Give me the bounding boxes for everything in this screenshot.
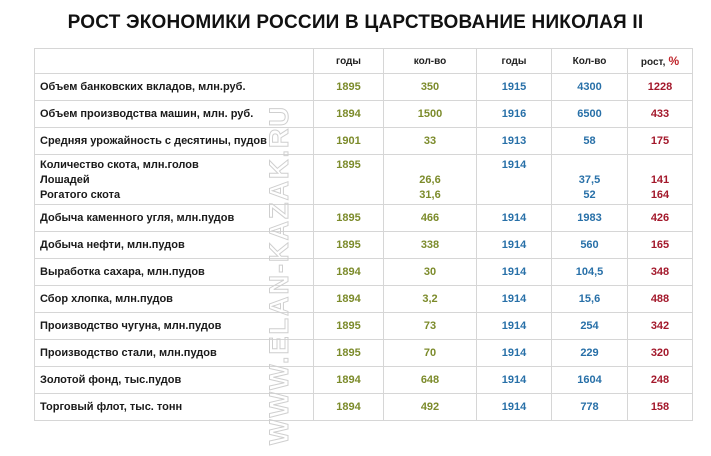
livestock-value2-line: 52 [583,189,596,201]
row-value1: 70 [384,340,477,367]
row-label: Объем производства машин, млн. руб. [35,101,314,128]
livestock-labels [35,155,314,205]
row-value2: 4300 [552,74,628,101]
row-label: Золотой фонд, тыс.пудов [35,367,314,394]
row-growth: 426 [628,205,693,232]
page-title: РОСТ ЭКОНОМИКИ РОССИИ В ЦАРСТВОВАНИЕ НИКОЛАЯ II [67,12,644,33]
horses-label: Лошадей [40,174,90,186]
table-row [35,313,693,340]
table-row [35,340,693,367]
row-value2: 58 [552,128,628,155]
row-growth: 433 [628,101,693,128]
row-growth: 165 [628,232,693,259]
row-growth: 175 [628,128,693,155]
row-year2: 1913 [477,128,552,155]
row-value2: 1604 [552,367,628,394]
row-year1: 1895 [314,205,384,232]
row-value2: 254 [552,313,628,340]
table-header-row [35,49,693,74]
row-year1: 1894 [314,394,384,421]
row-value1: 73 [384,313,477,340]
row-growth: 1228 [628,74,693,101]
row-year2: 1914 [477,340,552,367]
livestock-value2 [552,155,628,205]
livestock-growth-line: 164 [650,189,670,201]
row-growth: 158 [628,394,693,421]
row-year2: 1914 [477,232,552,259]
livestock-value1 [384,155,477,205]
livestock-year1 [314,155,384,205]
livestock-label: Количество скота, млн.голов [40,159,199,171]
table-row [35,232,693,259]
livestock-value1-line: 31,6 [419,189,441,201]
row-year1: 1894 [314,286,384,313]
row-value1: 350 [384,74,477,101]
row-label: Производство стали, млн.пудов [35,340,314,367]
row-year2: 1915 [477,74,552,101]
row-value2: 229 [552,340,628,367]
row-year1: 1895 [314,340,384,367]
table-row [35,286,693,313]
row-label: Объем банковских вкладов, млн.руб. [35,74,314,101]
row-growth: 348 [628,259,693,286]
livestock-year2-line [477,188,551,203]
livestock-year1-line [314,188,383,203]
livestock-year2 [477,155,552,205]
livestock-year2-line [477,173,551,188]
table-row [35,128,693,155]
table-row [35,259,693,286]
row-label: Добыча нефти, млн.пудов [35,232,314,259]
row-value2: 778 [552,394,628,421]
row-year1: 1894 [314,367,384,394]
livestock-value2-line [552,158,627,173]
row-label: Торговый флот, тыс. тонн [35,394,314,421]
row-value1: 3,2 [384,286,477,313]
livestock-year2-line: 1914 [501,159,527,171]
row-year2: 1914 [477,367,552,394]
livestock-growth-line: 141 [650,174,670,186]
row-label: Добыча каменного угля, млн.пудов [35,205,314,232]
row-value1: 33 [384,128,477,155]
row-growth: 342 [628,313,693,340]
row-label: Средняя урожайность с десятины, пудов [35,128,314,155]
livestock-value2-line: 37,5 [578,174,601,186]
row-value2: 6500 [552,101,628,128]
row-year1: 1895 [314,313,384,340]
livestock-growth [628,155,693,205]
row-value1: 648 [384,367,477,394]
livestock-year1-line: 1895 [336,159,361,171]
row-growth: 248 [628,367,693,394]
row-value2: 1983 [552,205,628,232]
row-growth: 320 [628,340,693,367]
row-year2: 1916 [477,101,552,128]
row-year1: 1895 [314,74,384,101]
row-value1: 466 [384,205,477,232]
row-year2: 1914 [477,394,552,421]
livestock-value1-line: 26,6 [419,174,441,186]
row-value2: 560 [552,232,628,259]
row-value1: 1500 [384,101,477,128]
row-year2: 1914 [477,286,552,313]
table-row [35,394,693,421]
header-growth [628,49,693,74]
row-year2: 1914 [477,259,552,286]
row-year2: 1914 [477,205,552,232]
livestock-value1-line [384,158,476,173]
row-value1: 492 [384,394,477,421]
row-year1: 1895 [314,232,384,259]
table-row [35,101,693,128]
header-growth-label: рост, [640,57,666,68]
table-row [35,205,693,232]
cattle-label: Рогатого скота [40,189,121,201]
header-label [35,49,314,74]
table-row [35,74,693,101]
row-value2: 104,5 [552,259,628,286]
row-value1: 338 [384,232,477,259]
livestock-growth-line [628,158,692,173]
row-growth: 488 [628,286,693,313]
row-label: Сбор хлопка, млн.пудов [35,286,314,313]
watermark-text: WWW.ELAN-KAZAK.RU [264,105,294,445]
header-value2: Кол-во [552,49,628,74]
row-year1: 1901 [314,128,384,155]
row-label: Производство чугуна, млн.пудов [35,313,314,340]
row-year1: 1894 [314,259,384,286]
header-growth-unit: % [668,54,680,68]
header-value1: кол-во [384,49,477,74]
livestock-year1-line [314,173,383,188]
row-value2: 15,6 [552,286,628,313]
row-year2: 1914 [477,313,552,340]
header-year2: годы [477,49,552,74]
table-row [35,367,693,394]
economy-table [34,48,693,421]
row-label: Выработка сахара, млн.пудов [35,259,314,286]
row-value1: 30 [384,259,477,286]
header-year1: годы [314,49,384,74]
row-year1: 1894 [314,101,384,128]
table-row-livestock [35,155,693,205]
